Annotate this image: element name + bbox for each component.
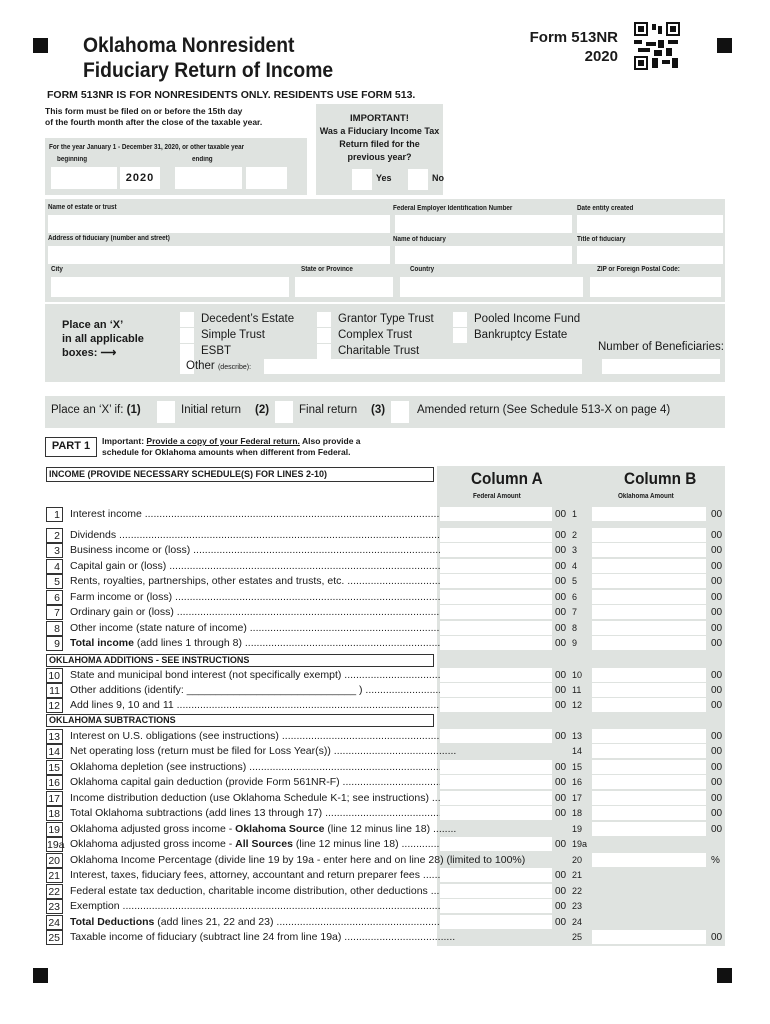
cents: 00 — [711, 700, 723, 711]
column-b-input[interactable] — [592, 822, 706, 836]
line-18 — [46, 806, 746, 821]
column-b-line-number: 12 — [572, 700, 583, 710]
registration-mark — [717, 38, 732, 53]
estate-name-input[interactable] — [48, 215, 390, 233]
column-b-line-number: 10 — [572, 670, 583, 680]
cents: 00 — [711, 746, 723, 757]
line-description: Total Deductions (add lines 21, 22 and 23) ..... — [70, 915, 456, 930]
entity-type-box — [45, 304, 725, 382]
entity-type-label: Decedent’s Estate — [201, 313, 295, 325]
column-a-input[interactable] — [440, 683, 552, 697]
line-22 — [46, 884, 746, 899]
line-description: Interest, taxes, fiduciary fees, attorney, accountant and return preparer fees ..... — [70, 868, 456, 883]
column-b-line-number: 8 — [572, 623, 578, 633]
column-b-input[interactable] — [592, 760, 706, 774]
line-14 — [46, 744, 746, 759]
prior-return-yes-checkbox[interactable] — [352, 169, 372, 190]
line-7 — [46, 605, 746, 620]
cents: 00 — [711, 509, 723, 520]
line-description: Interest on U.S. obligations (see instructions) ..... — [70, 729, 456, 744]
column-a-input[interactable] — [440, 698, 552, 712]
cents: 00 — [555, 731, 567, 742]
country-input[interactable] — [400, 277, 583, 297]
cents: 00 — [711, 808, 723, 819]
line-20 — [46, 853, 746, 868]
line-3 — [46, 543, 746, 558]
entity-type-checkbox[interactable] — [317, 312, 331, 327]
column-b-line-number: 24 — [572, 917, 583, 927]
cents: 00 — [711, 685, 723, 696]
column-b-line-number: 1 — [572, 509, 578, 519]
subtractions-section-header: OKLAHOMA SUBTRACTIONS — [46, 714, 434, 727]
line-description: Business income or (loss) ..... — [70, 543, 456, 558]
line-11 — [46, 683, 746, 698]
cents: 00 — [555, 545, 567, 556]
return-type-box — [45, 396, 725, 428]
column-b-line-number: 19a — [572, 839, 588, 849]
column-a-input[interactable] — [440, 806, 552, 820]
registration-mark — [717, 968, 732, 983]
cents: 00 — [711, 777, 723, 788]
column-b-input[interactable] — [592, 528, 706, 542]
column-b-line-number: 15 — [572, 762, 583, 772]
cents: 00 — [555, 670, 567, 681]
fiduciary-name-input[interactable] — [395, 246, 572, 264]
column-a-input[interactable] — [440, 884, 552, 898]
line-description: Capital gain or (loss) ..... — [70, 559, 456, 574]
column-b-line-number: 11 — [572, 685, 582, 695]
column-b-input[interactable] — [592, 621, 706, 635]
line-9 — [46, 636, 746, 651]
ending-year-input[interactable] — [246, 167, 287, 189]
line-number: 1 — [46, 507, 63, 522]
initial-return-label: Initial return — [181, 404, 242, 416]
tax-year-box: For the year January 1 - December 31, 2020, or other taxable year beginning ending 2020 — [45, 138, 307, 195]
fein-input[interactable] — [395, 215, 572, 233]
line-description: State and municipal bond interest (not specifically exempt) ..... — [70, 668, 456, 683]
column-b-line-number: 17 — [572, 793, 583, 803]
column-a-input[interactable] — [440, 729, 552, 743]
line-description: Total Oklahoma subtractions (add lines 13 through 17) ..... — [70, 806, 456, 821]
cents: 00 — [555, 576, 567, 587]
cents: 00 — [555, 917, 567, 928]
line-number: 5 — [46, 574, 63, 589]
line-description: Interest income ..... — [70, 507, 456, 522]
cents: 00 — [711, 576, 723, 587]
line-number: 21 — [46, 868, 63, 883]
column-b-input[interactable] — [592, 744, 706, 758]
line-description: Oklahoma depletion (see instructions) ..... — [70, 760, 456, 775]
cents: 00 — [711, 824, 723, 835]
registration-mark — [33, 38, 48, 53]
cents: 00 — [555, 870, 567, 881]
income-section-header: INCOME (PROVIDE NECESSARY SCHEDULE(S) FOR LINES 2-10) — [46, 467, 434, 482]
line-number: 11 — [46, 683, 63, 698]
column-b-input[interactable] — [592, 507, 706, 521]
column-b-line-number: 13 — [572, 731, 583, 741]
line-19 — [46, 822, 746, 837]
line-number: 10 — [46, 668, 63, 683]
registration-mark — [33, 968, 48, 983]
column-a-input[interactable] — [440, 507, 552, 521]
line-description: Oklahoma Income Percentage (divide line 19 by 19a - enter here and on line 28) (limited to 100%) — [70, 854, 526, 866]
column-a-input[interactable] — [440, 574, 552, 588]
cents: 00 — [711, 623, 723, 634]
column-a-input[interactable] — [440, 590, 552, 604]
line-number: 6 — [46, 590, 63, 605]
column-b-line-number: 19 — [572, 824, 583, 834]
line-number: 14 — [46, 744, 63, 759]
line-number: 25 — [46, 930, 63, 945]
entity-type-label: Complex Trust — [338, 329, 413, 341]
column-b-input[interactable] — [592, 683, 706, 697]
line-number: 13 — [46, 729, 63, 744]
beginning-year-input[interactable]: 2020 — [120, 167, 160, 189]
line-number: 19a — [47, 839, 65, 851]
line-12 — [46, 698, 746, 713]
entity-type-checkbox[interactable] — [453, 312, 467, 327]
entity-type-checkbox[interactable] — [180, 328, 194, 343]
line-4 — [46, 559, 746, 574]
cents: 00 — [555, 509, 567, 520]
final-return-number: (2) — [255, 404, 270, 416]
entity-type-prompt: Place an ‘X’ in all applicable boxes: ⟶ — [62, 319, 144, 359]
form-number: Form 513NR 2020 — [529, 29, 618, 65]
line-description: Add lines 9, 10 and 11 ..... — [70, 698, 456, 713]
line-number: 8 — [46, 621, 63, 636]
cents: 00 — [711, 545, 723, 556]
beginning-date-input[interactable] — [51, 167, 117, 189]
entity-type-checkbox[interactable] — [180, 344, 194, 359]
line-6 — [46, 590, 746, 605]
filing-note: This form must be filed on or before the 15th day of the fourth month after the close of the taxable year. — [45, 106, 263, 127]
cents: 00 — [711, 762, 723, 773]
entity-info-box: Name of estate or trust Federal Employer Identification Number Date entity created Address of fiduciary (number and street) Name of fiduciary Title of fiduciary City State or Province Country ZIP or Foreign Postal Code: — [45, 199, 725, 302]
line-number: 2 — [46, 528, 63, 543]
zip-input[interactable] — [590, 277, 721, 297]
cents: 00 — [711, 932, 723, 943]
line-number: 24 — [46, 915, 63, 930]
line-23 — [46, 899, 746, 914]
entity-type-checkbox[interactable] — [317, 328, 331, 343]
entity-type-label: Charitable Trust — [338, 345, 420, 357]
entity-type-label: Simple Trust — [201, 329, 265, 341]
line-number: 7 — [46, 605, 63, 620]
cents: 00 — [555, 839, 567, 850]
line-number: 3 — [46, 543, 63, 558]
cents: 00 — [555, 901, 567, 912]
line-number: 15 — [46, 760, 63, 775]
column-b-input[interactable] — [592, 775, 706, 789]
column-a-input[interactable] — [440, 621, 552, 635]
column-b-line-number: 3 — [572, 545, 578, 555]
cents: 00 — [711, 793, 723, 804]
column-a-input[interactable] — [440, 760, 552, 774]
line-description: Oklahoma adjusted gross income - Oklahoma Source (line 12 minus line 18) ..... — [70, 822, 456, 837]
line-description: Other additions (identify: _____________________________ ) ..... — [70, 683, 456, 698]
column-b-line-number: 22 — [572, 886, 583, 896]
line-17 — [46, 791, 746, 806]
line-description: Net operating loss (return must be filed for Loss Year(s)) ..... — [70, 744, 456, 759]
column-a-input[interactable] — [440, 868, 552, 882]
date-created-input[interactable] — [577, 215, 723, 233]
line-description: Rents, royalties, partnerships, other estates and trusts, etc. ..... — [70, 574, 456, 589]
column-a-input[interactable] — [440, 791, 552, 805]
column-a-input[interactable] — [440, 543, 552, 557]
line-1 — [46, 507, 746, 522]
ending-date-input[interactable] — [175, 167, 242, 189]
column-b-line-number: 7 — [572, 607, 578, 617]
line-description: Oklahoma capital gain deduction (provide Form 561NR-F) ..... — [70, 775, 456, 790]
entity-type-label: Grantor Type Trust — [338, 313, 434, 325]
line-number: 16 — [46, 775, 63, 790]
column-b-title: Column B — [624, 469, 697, 488]
return-type-prompt: Place an ‘X’ if: (1) — [51, 404, 141, 416]
entity-type-label: Bankruptcy Estate — [474, 329, 568, 341]
line-19a — [46, 837, 746, 852]
column-b-input[interactable] — [592, 543, 706, 557]
cents: 00 — [711, 592, 723, 603]
column-a-input[interactable] — [440, 915, 552, 929]
entity-type-checkbox[interactable] — [317, 344, 331, 359]
arrow-right-icon: ⟶ — [100, 347, 117, 359]
entity-type-checkbox[interactable] — [180, 312, 194, 327]
line-number: 22 — [46, 884, 63, 899]
line-13 — [46, 729, 746, 744]
cents: 00 — [555, 762, 567, 773]
amended-return-checkbox[interactable] — [391, 401, 409, 423]
cents: 00 — [555, 777, 567, 788]
column-b-subtitle: Oklahoma Amount — [618, 493, 674, 500]
column-b-input[interactable] — [592, 574, 706, 588]
qr-code-icon — [634, 22, 680, 70]
cents: 00 — [711, 670, 723, 681]
column-b-input[interactable] — [592, 605, 706, 619]
line-number: 19 — [46, 822, 63, 837]
cents: 00 — [711, 561, 723, 572]
column-b-line-number: 21 — [572, 870, 583, 880]
cents: 00 — [555, 793, 567, 804]
cents: 00 — [555, 607, 567, 618]
column-a-input[interactable] — [440, 837, 552, 851]
line-8 — [46, 621, 746, 636]
line-description: Income distribution deduction (use Oklahoma Schedule K-1; see instructions) ..... — [70, 791, 456, 806]
cents: 00 — [711, 530, 723, 541]
important-box: IMPORTANT! Was a Fiduciary Income Tax Return filed for the previous year? Yes No — [316, 104, 443, 195]
column-b-input[interactable] — [592, 698, 706, 712]
amended-return-label: Amended return (See Schedule 513-X on page 4) — [417, 404, 671, 416]
column-b-line-number: 4 — [572, 561, 578, 571]
percent: % — [711, 855, 720, 866]
part1-label: PART 1 — [45, 437, 97, 457]
line-21 — [46, 868, 746, 883]
line-number: 18 — [46, 806, 63, 821]
column-b-line-number: 14 — [572, 746, 583, 756]
column-b-input[interactable] — [592, 806, 706, 820]
state-input[interactable] — [295, 277, 393, 297]
cents: 00 — [555, 623, 567, 634]
cents: 00 — [555, 592, 567, 603]
column-b-line-number: 25 — [572, 932, 583, 942]
column-b-line-number: 5 — [572, 576, 578, 586]
part1-instructions: Important: Provide a copy of your Federal return. Also provide a schedule for Oklahoma amounts when different from Federal. — [102, 436, 361, 457]
line-description: Total income (add lines 1 through 8) ..... — [70, 636, 456, 651]
other-describe-input[interactable] — [264, 359, 582, 374]
line-description: Federal estate tax deduction, charitable income distribution, other deductions ..... — [70, 884, 456, 899]
final-return-checkbox[interactable] — [275, 401, 293, 423]
line-description: Oklahoma adjusted gross income - All Sources (line 12 minus line 18) ..... — [70, 837, 456, 852]
column-b-line-number: 2 — [572, 530, 578, 540]
line-description: Farm income or (loss) ..... — [70, 590, 456, 605]
cents: 00 — [711, 638, 723, 649]
line-16 — [46, 775, 746, 790]
line-24 — [46, 915, 746, 930]
line-description: Ordinary gain or (loss) ..... — [70, 605, 456, 620]
line-15 — [46, 760, 746, 775]
cents: 00 — [711, 731, 723, 742]
column-b-line-number: 23 — [572, 901, 583, 911]
cents: 00 — [555, 886, 567, 897]
other-label: Other (describe): — [186, 360, 252, 372]
column-a-input[interactable] — [440, 528, 552, 542]
entity-type-label: Pooled Income Fund — [474, 313, 581, 325]
line-number: 20 — [46, 853, 63, 868]
line-10 — [46, 668, 746, 683]
column-a-input[interactable] — [440, 668, 552, 682]
column-a-input[interactable] — [440, 775, 552, 789]
line-5 — [46, 574, 746, 589]
final-return-label: Final return — [299, 404, 358, 416]
line-description: Exemption ..... — [70, 899, 456, 914]
line-description: Other income (state nature of income) ..... — [70, 621, 456, 636]
entity-type-checkbox[interactable] — [453, 328, 467, 343]
entity-type-label: ESBT — [201, 345, 232, 357]
column-b-line-number: 6 — [572, 592, 578, 602]
column-b-input[interactable] — [592, 559, 706, 573]
initial-return-checkbox[interactable] — [157, 401, 175, 423]
line-number: 4 — [46, 559, 63, 574]
beneficiaries-label: Number of Beneficiaries: — [598, 341, 724, 353]
cents: 00 — [555, 700, 567, 711]
cents: 00 — [555, 808, 567, 819]
column-a-input[interactable] — [440, 559, 552, 573]
column-a-input[interactable] — [440, 899, 552, 913]
column-b-input[interactable] — [592, 853, 706, 867]
city-input[interactable] — [51, 277, 289, 297]
form-title: Oklahoma Nonresident Fiduciary Return of Income — [83, 34, 334, 82]
column-b-input[interactable] — [592, 668, 706, 682]
column-b-input[interactable] — [592, 930, 706, 944]
fiduciary-title-input[interactable] — [577, 246, 723, 264]
column-b-line-number: 9 — [572, 638, 578, 648]
column-b-line-number: 16 — [572, 777, 583, 787]
column-a-subtitle: Federal Amount — [473, 493, 521, 500]
cents: 00 — [711, 607, 723, 618]
cents: 00 — [555, 638, 567, 649]
cents: 00 — [555, 561, 567, 572]
line-number: 12 — [46, 698, 63, 713]
column-a-title: Column A — [470, 469, 543, 488]
line-2 — [46, 528, 746, 543]
beneficiaries-input[interactable] — [602, 359, 720, 374]
column-b-input[interactable] — [592, 791, 706, 805]
column-b-input[interactable] — [592, 636, 706, 650]
additions-section-header: OKLAHOMA ADDITIONS - SEE INSTRUCTIONS — [46, 654, 434, 667]
cents: 00 — [555, 530, 567, 541]
prior-return-no-checkbox[interactable] — [408, 169, 428, 190]
column-a-input[interactable] — [440, 605, 552, 619]
column-a-input[interactable] — [440, 636, 552, 650]
amended-return-number: (3) — [371, 404, 386, 416]
line-25 — [46, 930, 746, 945]
line-number: 9 — [46, 636, 63, 651]
nonresident-notice: FORM 513NR IS FOR NONRESIDENTS ONLY. RESIDENTS USE FORM 513. — [47, 89, 416, 101]
line-number: 23 — [46, 899, 63, 914]
line-description: Taxable income of fiduciary (subtract line 24 from line 19a) ..... — [70, 930, 456, 945]
line-description: Dividends ..... — [70, 528, 456, 543]
line-number: 17 — [46, 791, 63, 806]
column-b-line-number: 18 — [572, 808, 583, 818]
column-b-input[interactable] — [592, 729, 706, 743]
address-input[interactable] — [48, 246, 390, 264]
cents: 00 — [555, 685, 567, 696]
column-b-line-number: 20 — [572, 855, 583, 865]
column-b-input[interactable] — [592, 590, 706, 604]
